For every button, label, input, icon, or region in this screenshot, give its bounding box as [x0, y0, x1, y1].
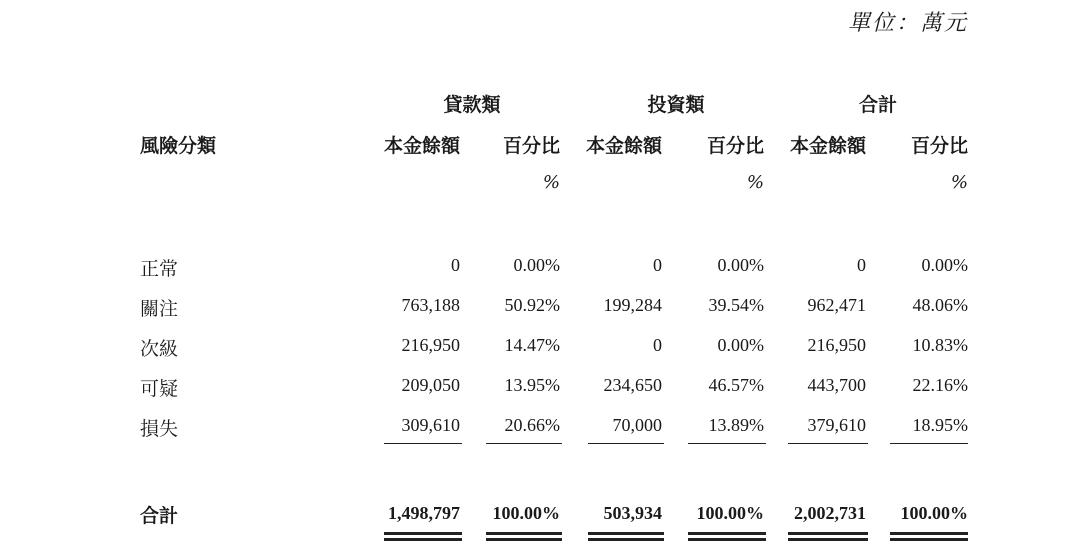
table-cell: 39.54%	[708, 295, 764, 315]
total-cell: 2,002,731	[794, 503, 866, 523]
table-cell: 763,188	[401, 295, 460, 315]
row-category: 次級	[140, 338, 179, 360]
percent-unit-loans: %	[542, 172, 560, 193]
subtotal-rule	[890, 443, 968, 444]
subtotal-rule	[486, 443, 562, 444]
total-double-rule	[890, 532, 968, 535]
col-header-invest-percent: 百分比	[706, 135, 764, 157]
table-cell: 13.95%	[504, 375, 560, 395]
total-double-rule	[486, 538, 562, 541]
table-cell: 0	[857, 255, 866, 275]
table-cell: 0	[653, 335, 662, 355]
row-category: 可疑	[140, 378, 179, 400]
total-cell: 100.00%	[492, 503, 560, 523]
row-category: 關注	[140, 298, 179, 320]
subtotal-rule	[688, 443, 766, 444]
table-cell: 13.89%	[708, 415, 764, 435]
total-cell: 1,498,797	[388, 503, 460, 523]
percent-unit-investments: %	[746, 172, 764, 193]
row-category: 正常	[140, 258, 179, 280]
total-double-rule	[688, 532, 766, 535]
total-cell: 100.00%	[696, 503, 764, 523]
table-cell: 216,950	[401, 335, 460, 355]
group-header-investments: 投資類	[647, 94, 705, 116]
table-cell: 20.66%	[504, 415, 560, 435]
total-double-rule	[788, 538, 868, 541]
table-cell: 70,000	[612, 415, 662, 435]
subtotal-rule	[384, 443, 462, 444]
table-cell: 0.00%	[717, 335, 764, 355]
table-cell: 379,610	[807, 415, 866, 435]
total-double-rule	[688, 538, 766, 541]
table-cell: 50.92%	[504, 295, 560, 315]
table-cell: 962,471	[807, 295, 866, 315]
table-cell: 18.95%	[912, 415, 968, 435]
total-double-rule	[486, 532, 562, 535]
total-double-rule	[588, 538, 664, 541]
total-double-rule	[384, 538, 462, 541]
percent-unit-total: %	[950, 172, 968, 193]
total-double-rule	[890, 538, 968, 541]
subtotal-rule	[788, 443, 868, 444]
total-double-rule	[788, 532, 868, 535]
col-header-total-percent: 百分比	[910, 135, 968, 157]
group-header-loans: 貸款類	[443, 94, 501, 116]
table-cell: 234,650	[603, 375, 662, 395]
table-cell: 22.16%	[912, 375, 968, 395]
total-double-rule	[588, 532, 664, 535]
col-header-invest-principal: 本金餘額	[585, 135, 662, 157]
total-cell: 503,934	[603, 503, 662, 523]
table-cell: 443,700	[807, 375, 866, 395]
table-cell: 0.00%	[921, 255, 968, 275]
subtotal-rule	[588, 443, 664, 444]
group-header-total: 合計	[858, 94, 897, 116]
table-cell: 0.00%	[717, 255, 764, 275]
total-cell: 100.00%	[900, 503, 968, 523]
row-category: 損失	[140, 418, 179, 440]
total-label: 合計	[140, 505, 179, 527]
col-header-loan-percent: 百分比	[502, 135, 560, 157]
col-header-total-principal: 本金餘額	[789, 135, 866, 157]
table-cell: 0	[653, 255, 662, 275]
table-cell: 0.00%	[513, 255, 560, 275]
table-cell: 10.83%	[912, 335, 968, 355]
table-cell: 209,050	[401, 375, 460, 395]
table-cell: 0	[451, 255, 460, 275]
risk-category-header: 風險分類	[140, 135, 217, 157]
table-cell: 309,610	[401, 415, 460, 435]
table-cell: 199,284	[603, 295, 662, 315]
total-double-rule	[384, 532, 462, 535]
table-cell: 46.57%	[708, 375, 764, 395]
table-cell: 14.47%	[504, 335, 560, 355]
table-cell: 48.06%	[912, 295, 968, 315]
unit-label: 單位：萬元	[847, 11, 968, 36]
table-cell: 216,950	[807, 335, 866, 355]
col-header-loan-principal: 本金餘額	[383, 135, 460, 157]
